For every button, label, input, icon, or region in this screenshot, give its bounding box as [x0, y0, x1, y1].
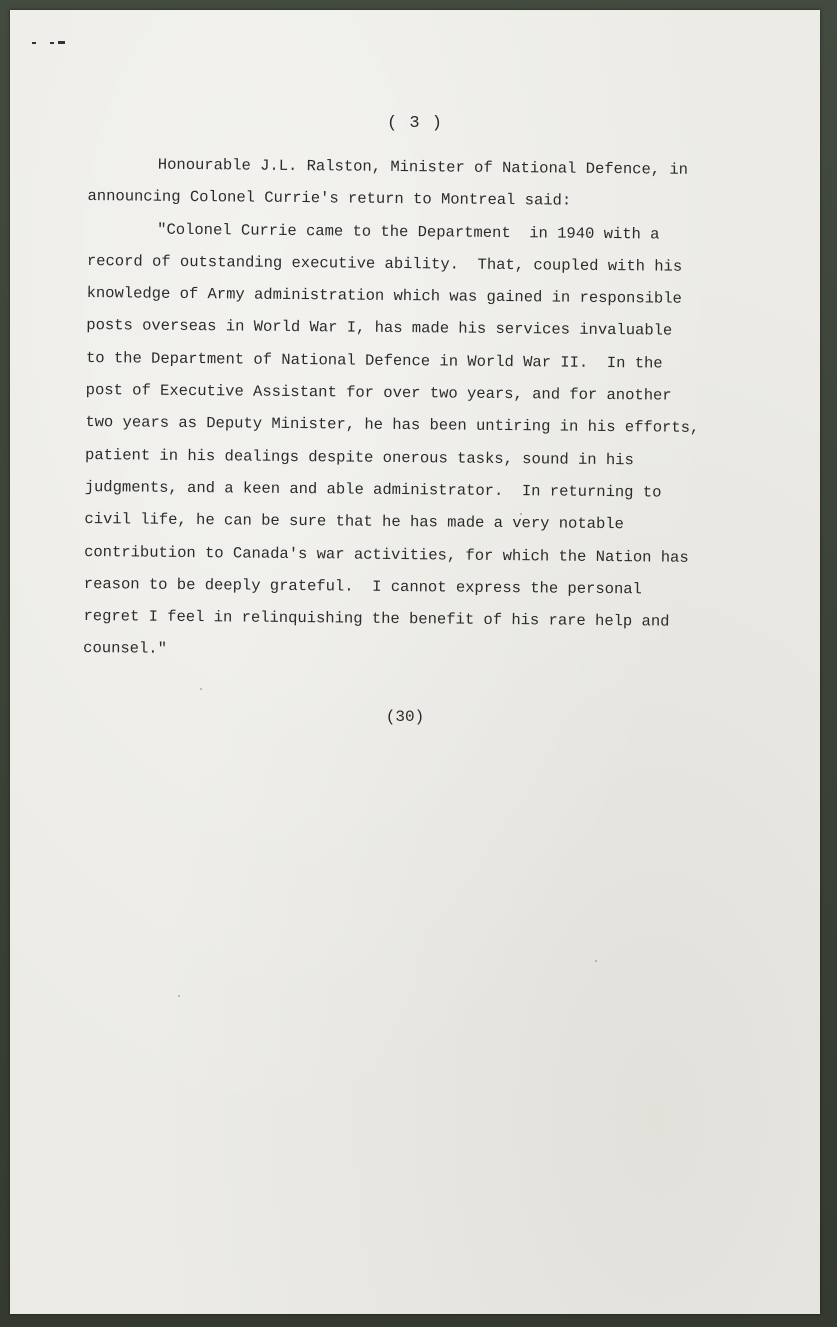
reference-number: (30) — [385, 708, 425, 726]
paper-speck — [520, 513, 522, 515]
edge-mark — [30, 40, 80, 46]
text-line: judgments, and a keen and able administrator. In returning to — [84, 477, 662, 502]
text-line: to the Department of National Defence in World War II. In the — [85, 348, 663, 373]
text-line: reason to be deeply grateful. I cannot express the personal — [83, 574, 642, 599]
paper-speck — [200, 688, 202, 690]
text-line: civil life, he can be sure that he has made a very notable — [84, 510, 624, 534]
typed-page — [10, 10, 820, 1314]
text-line: post of Executive Assistant for over two years, and for another — [85, 381, 672, 405]
paper-speck — [595, 960, 597, 962]
text-line: two years as Deputy Minister, he has been untiring in his efforts, — [85, 413, 700, 438]
text-line: "Colonel Currie came to the Department in 1940 with a — [157, 220, 660, 244]
text-line: Honourable J.L. Ralston, Minister of National Defence, in — [157, 155, 689, 179]
quoted-statement — [83, 148, 768, 671]
text-line: announcing Colonel Currie's return to Montreal said: — [87, 187, 572, 210]
text-line: knowledge of Army administration which was gained in responsible — [86, 284, 682, 308]
text-line: contribution to Canada's war activities, for which the Nation has — [84, 542, 689, 567]
text-line: patient in his dealings despite onerous tasks, sound in his — [84, 445, 634, 469]
text-line: regret I feel in relinquishing the benefit of his rare help and — [83, 607, 670, 631]
text-line: counsel." — [83, 639, 167, 659]
text-line: posts overseas in World War I, has made his services invaluable — [86, 316, 673, 341]
paper-speck — [178, 995, 180, 997]
page-number: ( 3 ) — [386, 114, 443, 133]
text-line: record of outstanding executive ability. That, coupled with his — [86, 251, 683, 276]
